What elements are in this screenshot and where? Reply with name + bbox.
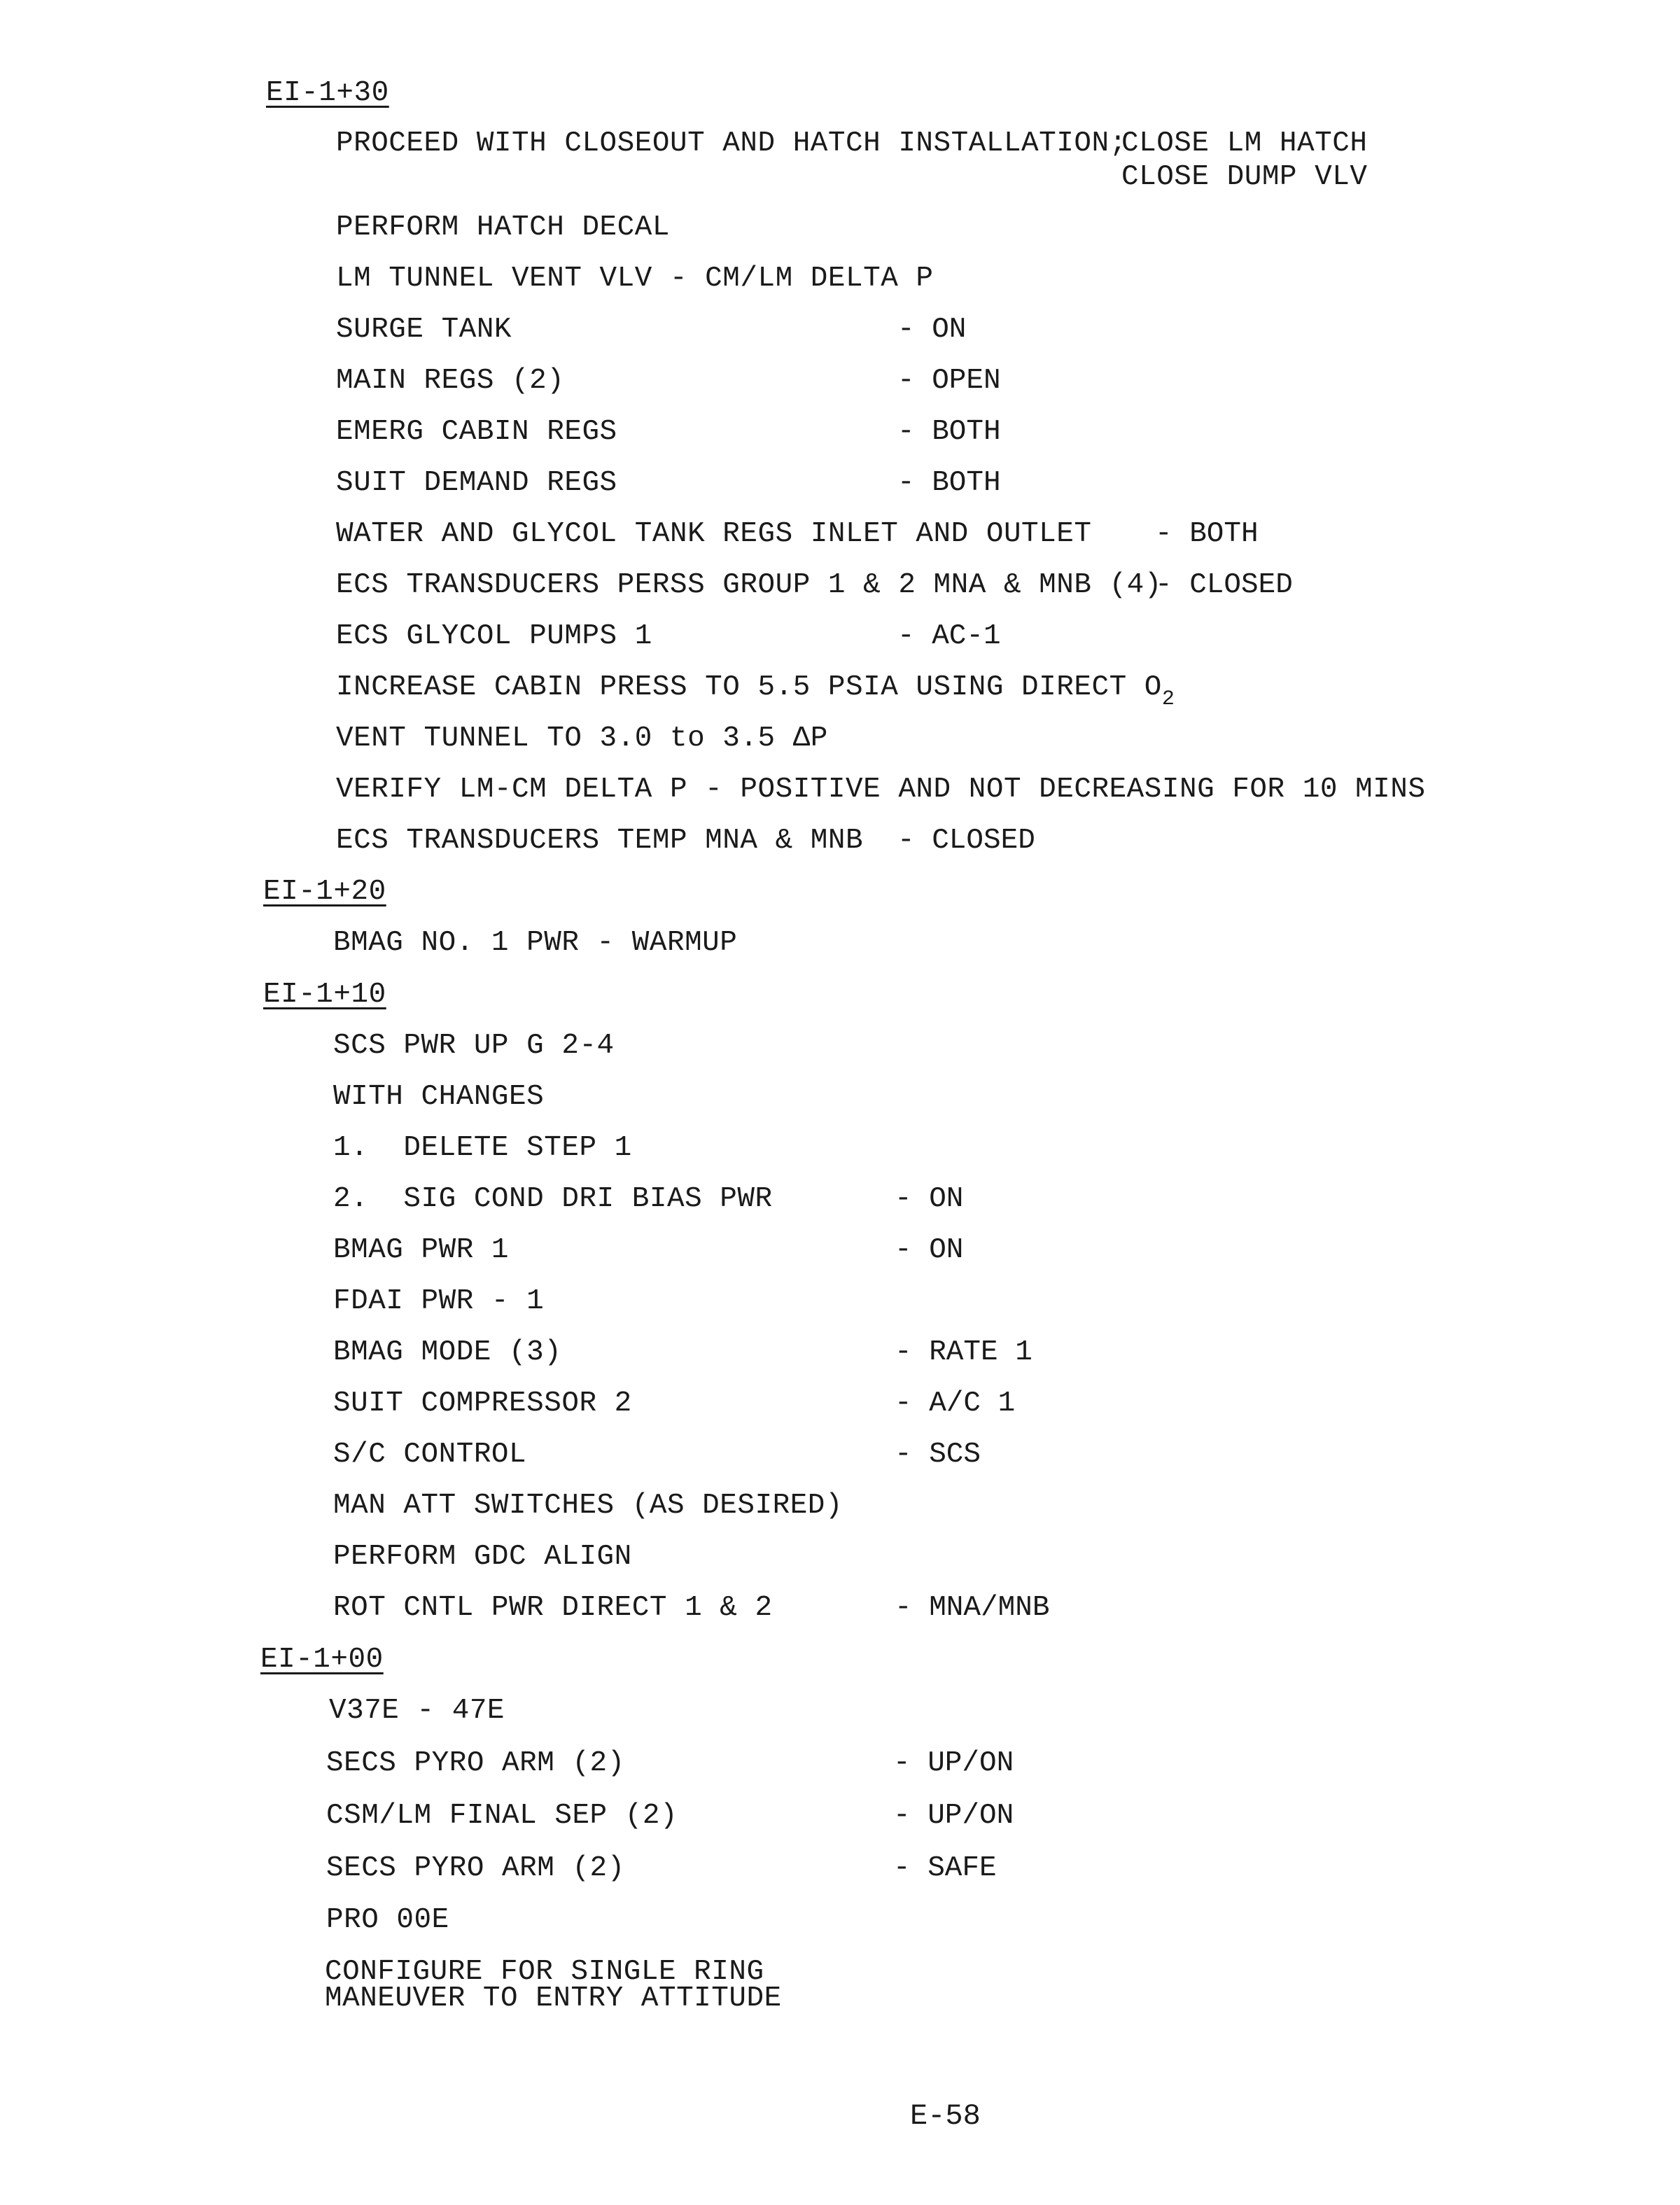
checklist-step: SCS PWR UP G 2-4	[333, 1030, 615, 1062]
step-label: SECS PYRO ARM (2)	[326, 1852, 625, 1884]
checklist-step: CLOSE DUMP VLV	[1121, 161, 1368, 193]
step-label: BMAG MODE (3)	[333, 1336, 562, 1368]
step-label: ROT CNTL PWR DIRECT 1 & 2	[333, 1592, 773, 1624]
step-label: ECS TRANSDUCERS PERSS GROUP 1 & 2 MNA & MNB (4)	[336, 569, 1162, 601]
checklist-step: MANEUVER TO ENTRY ATTITUDE	[325, 1982, 782, 2015]
step-value: - BOTH	[897, 467, 1001, 499]
step-label: 2. SIG COND DRI BIAS PWR	[333, 1183, 773, 1215]
section-header: EI-1+30	[266, 77, 389, 109]
step-value: - CLOSED	[1155, 569, 1293, 601]
checklist-step: VENT TUNNEL TO 3.0 to 3.5 ΔP	[336, 722, 828, 755]
step-text: INCREASE CABIN PRESS TO 5.5 PSIA USING DIRECT O	[336, 671, 1162, 704]
step-label: EMERG CABIN REGS	[336, 416, 617, 448]
step-value: - ON	[897, 314, 967, 346]
step-value: - ON	[895, 1234, 964, 1266]
checklist-step: V37E - 47E	[329, 1695, 505, 1727]
checklist-step	[336, 671, 1175, 711]
step-value: - BOTH	[1155, 518, 1259, 550]
checklist-step: PERFORM HATCH DECAL	[336, 211, 670, 244]
step-label: SURGE TANK	[336, 314, 512, 346]
step-value: - A/C 1	[895, 1387, 1016, 1420]
step-label: SECS PYRO ARM (2)	[326, 1747, 625, 1779]
step-value: - UP/ON	[893, 1800, 1014, 1832]
step-label: CSM/LM FINAL SEP (2)	[326, 1800, 678, 1832]
section-header: EI-1+10	[263, 979, 386, 1011]
step-value: - ON	[895, 1183, 964, 1215]
step-label: ECS GLYCOL PUMPS 1	[336, 620, 652, 652]
step-label: BMAG PWR 1	[333, 1234, 510, 1266]
checklist-step: MAN ATT SWITCHES (AS DESIRED)	[333, 1490, 844, 1522]
section-header: EI-1+00	[260, 1644, 384, 1676]
checklist-step: PROCEED WITH CLOSEOUT AND HATCH INSTALLATION;	[336, 127, 1127, 160]
checklist-step: PERFORM GDC ALIGN	[333, 1541, 632, 1573]
step-label: MAIN REGS (2)	[336, 365, 565, 397]
step-value: - AC-1	[897, 620, 1001, 652]
step-label: SUIT DEMAND REGS	[336, 467, 617, 499]
section-header: EI-1+20	[263, 876, 386, 908]
step-label: SUIT COMPRESSOR 2	[333, 1387, 632, 1420]
checklist-step: FDAI PWR - 1	[333, 1285, 545, 1317]
step-value: - MNA/MNB	[895, 1592, 1050, 1624]
checklist-step: CLOSE LM HATCH	[1121, 127, 1368, 160]
step-label: S/C CONTROL	[333, 1438, 527, 1471]
checklist-step: 1. DELETE STEP 1	[333, 1132, 632, 1164]
step-label: WATER AND GLYCOL TANK REGS INLET AND OUTLET	[336, 518, 1092, 550]
step-value: - UP/ON	[893, 1747, 1014, 1779]
subscript: 2	[1161, 687, 1175, 711]
checklist-step: PRO 00E	[326, 1904, 449, 1936]
page-number: E-58	[910, 2099, 981, 2133]
checklist-step: CONFIGURE FOR SINGLE RING	[325, 1956, 764, 1988]
checklist-step: VERIFY LM-CM DELTA P - POSITIVE AND NOT DECREASING FOR 10 MINS	[336, 774, 1426, 806]
step-label: ECS TRANSDUCERS TEMP MNA & MNB	[336, 825, 864, 857]
step-value: - SAFE	[893, 1852, 997, 1884]
step-value: - OPEN	[897, 365, 1001, 397]
step-value: - BOTH	[897, 416, 1001, 448]
checklist-step: BMAG NO. 1 PWR - WARMUP	[333, 927, 738, 959]
step-value: - RATE 1	[895, 1336, 1032, 1368]
step-value: - CLOSED	[897, 825, 1035, 857]
checklist-step: LM TUNNEL VENT VLV - CM/LM DELTA P	[336, 262, 934, 295]
checklist-step: WITH CHANGES	[333, 1081, 545, 1113]
step-value: - SCS	[895, 1438, 981, 1471]
